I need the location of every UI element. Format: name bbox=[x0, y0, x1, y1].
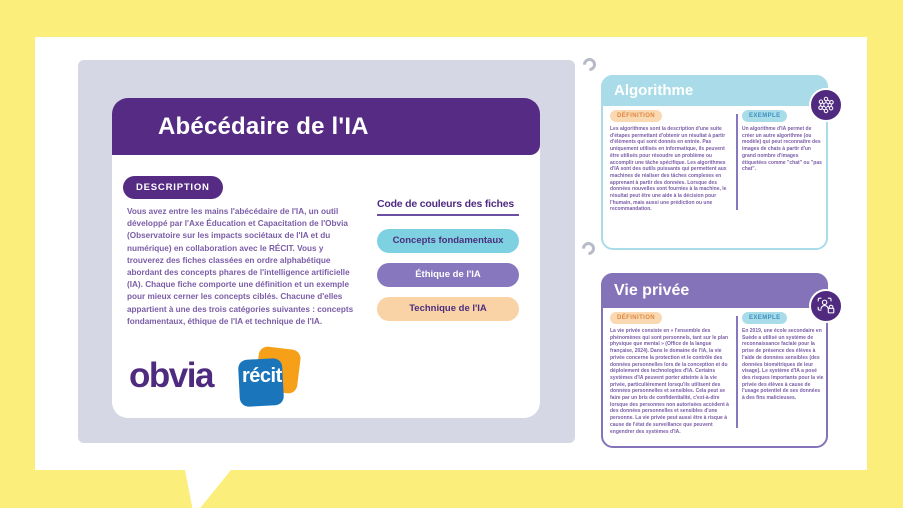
card-vie-privee-title: Vie privée bbox=[614, 282, 690, 299]
recit-logo bbox=[239, 348, 305, 406]
description-badge: DESCRIPTION bbox=[123, 176, 223, 199]
card-vie-privee bbox=[601, 273, 828, 448]
card-algorithme bbox=[601, 75, 828, 250]
card-algorithme-header bbox=[601, 75, 828, 106]
definition-text: Les algorithmes sont la description d'une suite d'étapes permettant d'obtenir un résultat à partir d'éléments qui sont donnés en entrée. Pas uniquement utilisés en informatique, ils peuvent être utilisés pour résoudre un problème ou accomplir une tâche spécifique. Les algorithmes d'IA sont des outils puissants qui permettent aux machines de réaliser des tâches complexes en apprenant à partir des données. Lorsque des données nouvelles sont fournies à la machine, le résultat peut être une aide à la décision pour l'humain, mais aussi une prédiction ou une recommandation. bbox=[610, 126, 727, 213]
face-scan-lock-icon bbox=[809, 289, 843, 323]
page-title: Abécédaire de l'IA bbox=[158, 113, 369, 140]
cover-card-header bbox=[112, 98, 540, 155]
exemple-badge: EXEMPLE bbox=[742, 110, 787, 122]
color-code-heading: Code de couleurs des fiches bbox=[377, 198, 519, 216]
description-text: Vous avez entre les mains l'abécédaire de l'IA, un outil développé par l'Axe Éducation et Capacitation de l'Obvia (Observatoire sur les impacts sociétaux de l'IA et du numérique) en collaboration avec le RÉCIT. Vous y trouverez des fiches classées en ordre alphabétique abordant des concepts phares de l'intelligence artificielle (IA). Chaque fiche comporte une définition et un exemple pour mieux cerner les concepts ciblés. Chacune d'elles appartient à une des trois catégories suivantes : concepts fondamentaux, éthique de l'IA et technique de l'IA. bbox=[127, 207, 354, 326]
category-pill-concepts-fondamentaux: Concepts fondamentaux bbox=[377, 229, 519, 253]
example-text: En 2019, une école secondaire en Suède a utilisé un système de reconnaissance faciale pour la prise de présence des élèves à l'aide de données sensibles (des données biométriques de leur visage). Le système d'IA a posé des risques importants pour la vie privée des élèves à cause de l'usage potentiel de ses données à des fins malicieuses. bbox=[742, 328, 824, 402]
card-algorithme-title: Algorithme bbox=[614, 82, 694, 99]
definition-text: La vie privée consiste en « l'ensemble des phénomènes qui sont personnels, tant sur le plan physique que mental » (Office de la langue française, 2024). Dans le domaine de l'IA, la vie privée concerne la protection et le contrôle des données personnelles lors de la conception et du déploiement des technologies d'IA. Certains systèmes d'IA peuvent porter atteinte à la vie privée, particulièrement lorsqu'ils utilisent des données personnelles et sensibles. Cela peut se faire par un bris de confidentialité, c'est-à-dire lorsque des personnes non autorisées accèdent à des données personnelles et sensibles d'une personne. La vie privée peut aussi être à risque à cause de l'état de surveillance que peuvent engendrer des systèmes d'IA. bbox=[610, 328, 729, 435]
category-pill-technique: Technique de l'IA bbox=[377, 297, 519, 321]
speech-bubble-tail bbox=[185, 470, 231, 508]
example-text: Un algorithme d'IA permet de créer un autre algorithme (ou modèle) qui peut reconnaître des images de chats à partir d'un grand nombre d'images étiquetées comme "chat" ou "pas chat". bbox=[742, 126, 822, 173]
definition-badge: DÉFINITION bbox=[610, 110, 662, 122]
card-vie-privee-header bbox=[601, 273, 828, 308]
column-divider bbox=[736, 114, 738, 210]
cover-panel bbox=[78, 60, 575, 443]
color-code-section bbox=[377, 198, 519, 321]
category-pill-ethique: Éthique de l'IA bbox=[377, 263, 519, 287]
cover-card bbox=[112, 98, 540, 418]
column-divider bbox=[736, 316, 738, 428]
network-icon bbox=[809, 88, 843, 122]
obvia-logo: obvia bbox=[129, 356, 213, 395]
recit-logo-text: récit bbox=[242, 365, 282, 387]
exemple-badge: EXEMPLE bbox=[742, 312, 787, 324]
definition-badge: DÉFINITION bbox=[610, 312, 662, 324]
